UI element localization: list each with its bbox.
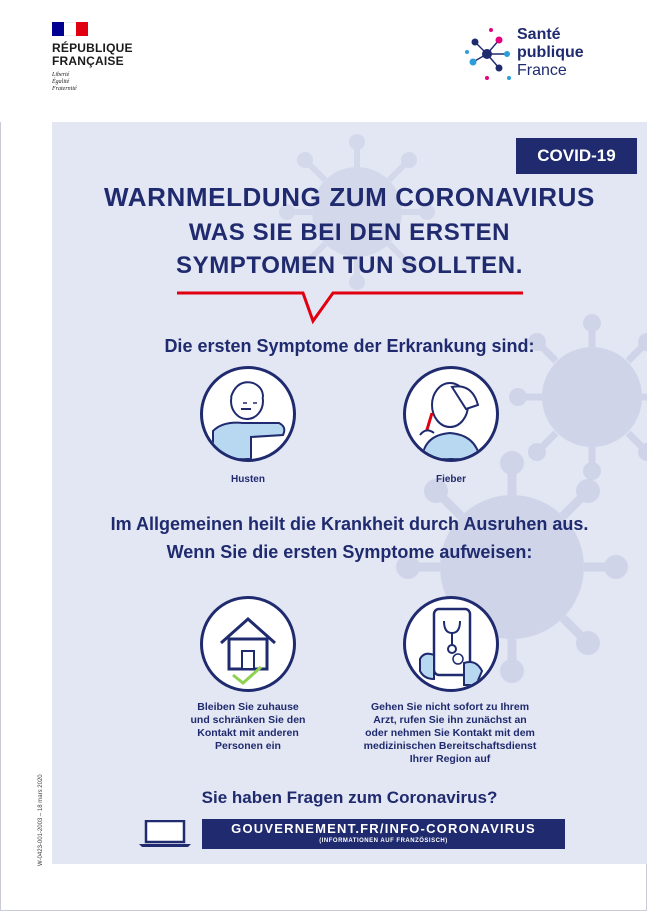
covid-badge: COVID-19 — [516, 138, 637, 174]
title-line-1: WARNMELDUNG ZUM CORONAVIRUS — [104, 182, 595, 212]
info-url-note: (INFORMATIONEN AUF FRANZÖSISCH) — [319, 838, 448, 844]
symptom-label-fever: Fieber — [435, 474, 466, 485]
fever-illustration — [403, 366, 499, 462]
laptop-icon — [138, 820, 192, 848]
symptoms-heading: Die ersten Symptome der Erkrankung sind: — [164, 336, 535, 356]
advice-stay-home: Bleiben Sie zuhause und schränken Sie den Kontakt mit anderen Personen ein — [190, 701, 306, 752]
fever-person-icon — [406, 369, 496, 459]
republique-motto: Liberté Égalité Fraternité — [52, 72, 77, 92]
call-doctor-illustration — [403, 596, 499, 692]
title-line-3: SYMPTOMEN TUN SOLLTEN. — [176, 252, 523, 279]
questions-prompt: Sie haben Fragen zum Coronavirus? — [201, 788, 498, 807]
main-panel — [52, 122, 647, 864]
info-url-link[interactable]: GOUVERNEMENT.FR/INFO-CORONAVIRUS — [231, 821, 536, 836]
info-url-banner[interactable] — [202, 819, 565, 849]
house-icon — [203, 599, 293, 689]
speech-bubble-line-icon — [175, 287, 525, 325]
spf-wordmark: Santé publique France — [517, 26, 584, 79]
french-flag-icon — [52, 22, 88, 36]
header — [0, 0, 647, 122]
advice-heading-line-2: Wenn Sie die ersten Symptome aufweisen: — [166, 542, 533, 562]
advice-call-doctor: Gehen Sie nicht sofort zu Ihrem Arzt, rufen Sie ihn zunächst an oder nehmen Sie Kontakt mit dem medizinischen Bereitschaftsdienst Ihrer Region auf — [363, 701, 537, 765]
cough-person-icon — [203, 369, 293, 459]
phone-call-icon — [406, 599, 496, 689]
stay-home-illustration — [200, 596, 296, 692]
document-reference: W-0423-001-2003 – 18 mars 2020 — [38, 774, 44, 866]
sante-publique-france-logo — [463, 22, 603, 94]
title-line-2: WAS SIE BEI DEN ERSTEN — [188, 219, 511, 246]
republique-francaise-logo — [52, 22, 162, 93]
molecule-icon — [463, 22, 515, 94]
symptom-label-cough: Husten — [231, 474, 265, 485]
republique-name: RÉPUBLIQUE FRANÇAISE — [52, 41, 133, 68]
advice-heading-line-1: Im Allgemeinen heilt die Krankheit durch Ausruhen aus. — [110, 514, 589, 534]
cough-illustration — [200, 366, 296, 462]
